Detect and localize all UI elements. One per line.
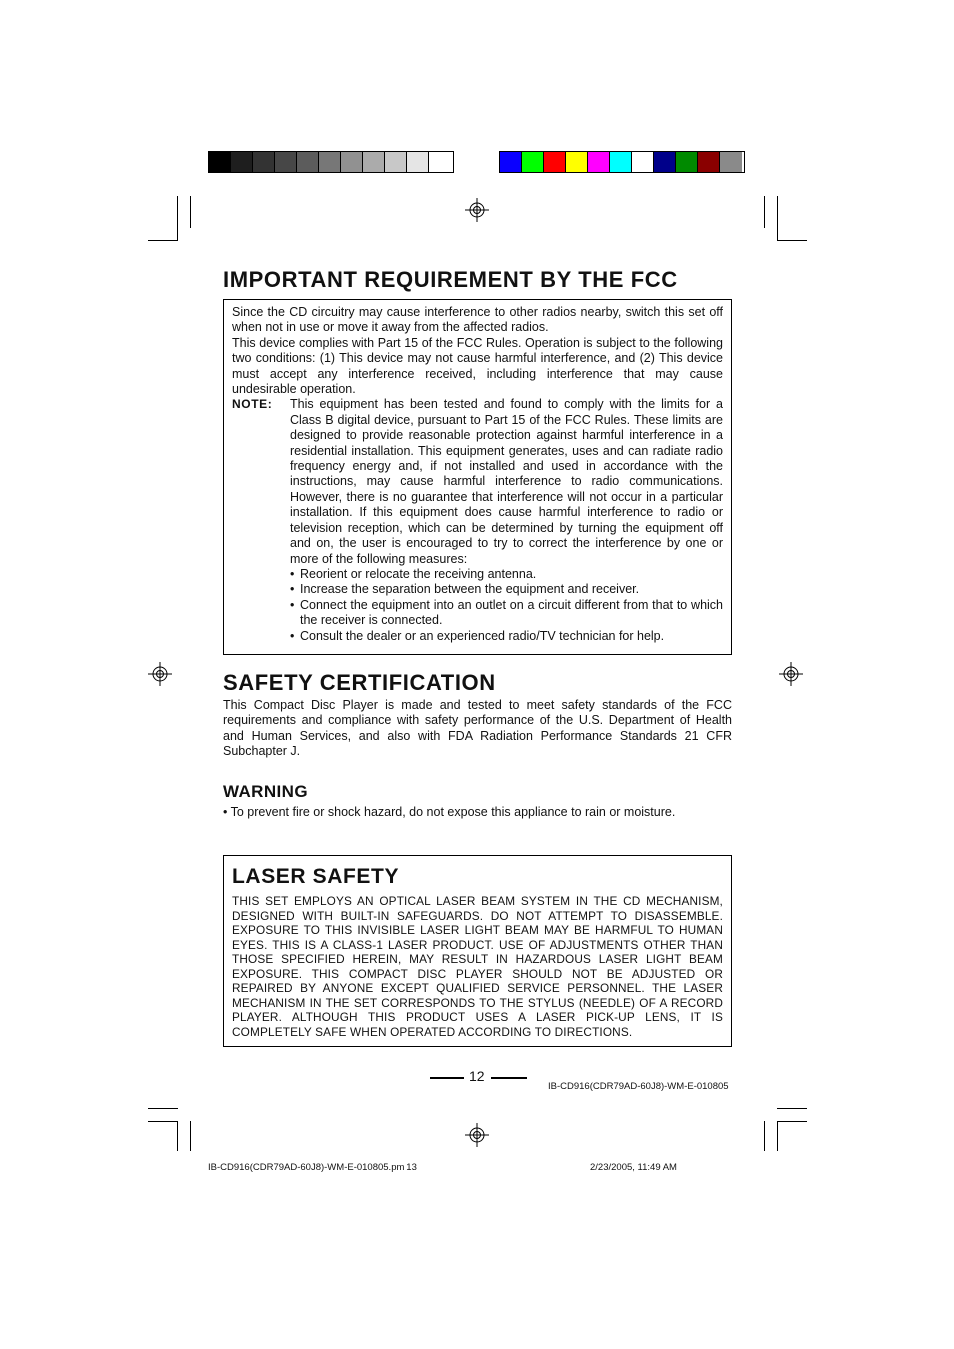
- color-swatch: [544, 152, 566, 172]
- doc-code: IB-CD916(CDR79AD-60J8)-WM-E-010805: [548, 1081, 729, 1092]
- warning-body: To prevent fire or shock hazard, do not expose this appliance to rain or moisture.: [230, 805, 676, 819]
- color-calibration-bar: [499, 151, 745, 173]
- registration-mark-icon: [779, 662, 803, 686]
- list-item: • Increase the separation between the equipment and receiver.: [290, 582, 723, 597]
- safety-text: This Compact Disc Player is made and tested to meet safety standards of the FCC requirements and compliance with safety performance of the U.S. Department of Health and Human Services, and also with FDA Radiation Performance Standards 21 CFR Subchapter J.: [223, 698, 732, 759]
- color-swatch: [341, 152, 363, 172]
- color-swatch: [610, 152, 632, 172]
- laser-safety-box: [223, 855, 732, 1047]
- fcc-notice-box: [223, 299, 732, 655]
- crop-mark: [190, 196, 191, 228]
- crop-mark: [177, 196, 178, 240]
- fcc-paragraph: Since the CD circuitry may cause interference to other radios nearby, switch this set off when not in use or move it away from the affected radios.: [232, 305, 723, 335]
- color-swatch: [319, 152, 341, 172]
- registration-mark-icon: [148, 662, 172, 686]
- color-swatch: [429, 152, 451, 172]
- note-text: This equipment has been tested and found to comply with the limits for a Class B digital device, pursuant to Part 15 of the FCC Rules. These limits are designed to provide reasonable protection against harmful interference in a residential installation. This equipment generates, uses and can radiate radio frequency energy and, if not installed and used in accordance with the instructions, may cause harmful interference to radio communications. However, there is no guarantee that interference will not occur in a particular installation. If this equipment does cause harmful interference to radio or television reception, which can be determined by turning the equipment off and on, the user is encouraged to try to correct the interference by one or more of the following measures:: [290, 397, 723, 566]
- file-name: IB-CD916(CDR79AD-60J8)-WM-E-010805.pm 13: [208, 1162, 417, 1173]
- warning-heading: WARNING: [223, 782, 308, 801]
- registration-mark-icon: [465, 1123, 489, 1147]
- fcc-paragraph: This device complies with Part 15 of the FCC Rules. Operation is subject to the following two conditions: (1) This device may not cause harmful interference, and (2) This device must accept any interference received, including interference that may cause undesirable operation.: [232, 335, 723, 397]
- bullet-icon: •: [223, 805, 231, 819]
- note-body: [290, 397, 723, 644]
- color-swatch: [522, 152, 544, 172]
- crop-mark: [764, 1121, 765, 1151]
- color-swatch: [363, 152, 385, 172]
- color-swatch: [385, 152, 407, 172]
- color-swatch: [209, 152, 231, 172]
- fcc-note: [232, 397, 723, 644]
- page-number: 12: [469, 1068, 485, 1084]
- color-swatch: [676, 152, 698, 172]
- crop-mark: [148, 1121, 178, 1122]
- color-swatch: [632, 152, 654, 172]
- safety-heading: SAFETY CERTIFICATION: [223, 670, 496, 695]
- warning-text: [223, 805, 732, 820]
- page-number-rule: [491, 1077, 527, 1079]
- crop-mark: [764, 196, 765, 228]
- color-swatch: [407, 152, 429, 172]
- color-swatch: [500, 152, 522, 172]
- crop-mark: [777, 240, 807, 241]
- color-swatch: [720, 152, 742, 172]
- crop-mark: [777, 196, 778, 240]
- crop-mark: [777, 1121, 778, 1151]
- color-swatch: [275, 152, 297, 172]
- grayscale-calibration-bar: [208, 151, 454, 173]
- color-swatch: [566, 152, 588, 172]
- laser-heading: LASER SAFETY: [232, 865, 400, 888]
- color-swatch: [588, 152, 610, 172]
- crop-mark: [777, 1121, 807, 1122]
- registration-mark-icon: [465, 198, 489, 222]
- color-swatch: [253, 152, 275, 172]
- page-number-rule: [430, 1077, 464, 1079]
- list-item: • Reorient or relocate the receiving antenna.: [290, 567, 723, 582]
- laser-text: THIS SET EMPLOYS AN OPTICAL LASER BEAM SYSTEM IN THE CD MECHANISM, DESIGNED WITH BUILT-IN SAFEGUARDS. DO NOT ATTEMPT TO DISASSEMBLE. EXPOSURE TO THIS INVISIBLE LASER LIGHT BEAM MAY BE HARMFUL TO HUMAN EYES. THIS IS A CLASS-1 LASER PRODUCT. USE OF ADJUSTMENTS OTHER THAN THOSE SPECIFIED HEREIN, MAY RESULT IN HAZARDOUS LASER LIGHT BEAM EXPOSURE. THIS COMPACT DISC PLAYER SHOULD NOT BE ADJUSTED OR REPAIRED BY ANYONE EXCEPT QUALIFIED SERVICE PERSONNEL. THE LASER MECHANISM IN THE SET CORRESPONDS TO THE STYLUS (NEEDLE) OF A RECORD PLAYER. ALTHOUGH THIS PRODUCT USES A LASER PICK-UP LENS, IT IS COMPLETELY SAFE WHEN OPERATED ACCORDING TO DIRECTIONS.: [232, 894, 723, 1039]
- list-item: • Connect the equipment into an outlet on a circuit different from that to which the receiver is connected.: [290, 598, 723, 629]
- crop-mark: [190, 1121, 191, 1151]
- fcc-heading: IMPORTANT REQUIREMENT BY THE FCC: [223, 267, 678, 292]
- list-item: • Consult the dealer or an experienced radio/TV technician for help.: [290, 629, 723, 644]
- color-swatch: [231, 152, 253, 172]
- crop-mark: [777, 1108, 807, 1109]
- timestamp: 2/23/2005, 11:49 AM: [590, 1162, 677, 1173]
- crop-mark: [148, 240, 178, 241]
- color-swatch: [297, 152, 319, 172]
- crop-mark: [177, 1121, 178, 1151]
- measures-list: [290, 567, 723, 644]
- crop-mark: [148, 1108, 178, 1109]
- color-swatch: [698, 152, 720, 172]
- color-swatch: [654, 152, 676, 172]
- note-label: NOTE:: [232, 397, 273, 412]
